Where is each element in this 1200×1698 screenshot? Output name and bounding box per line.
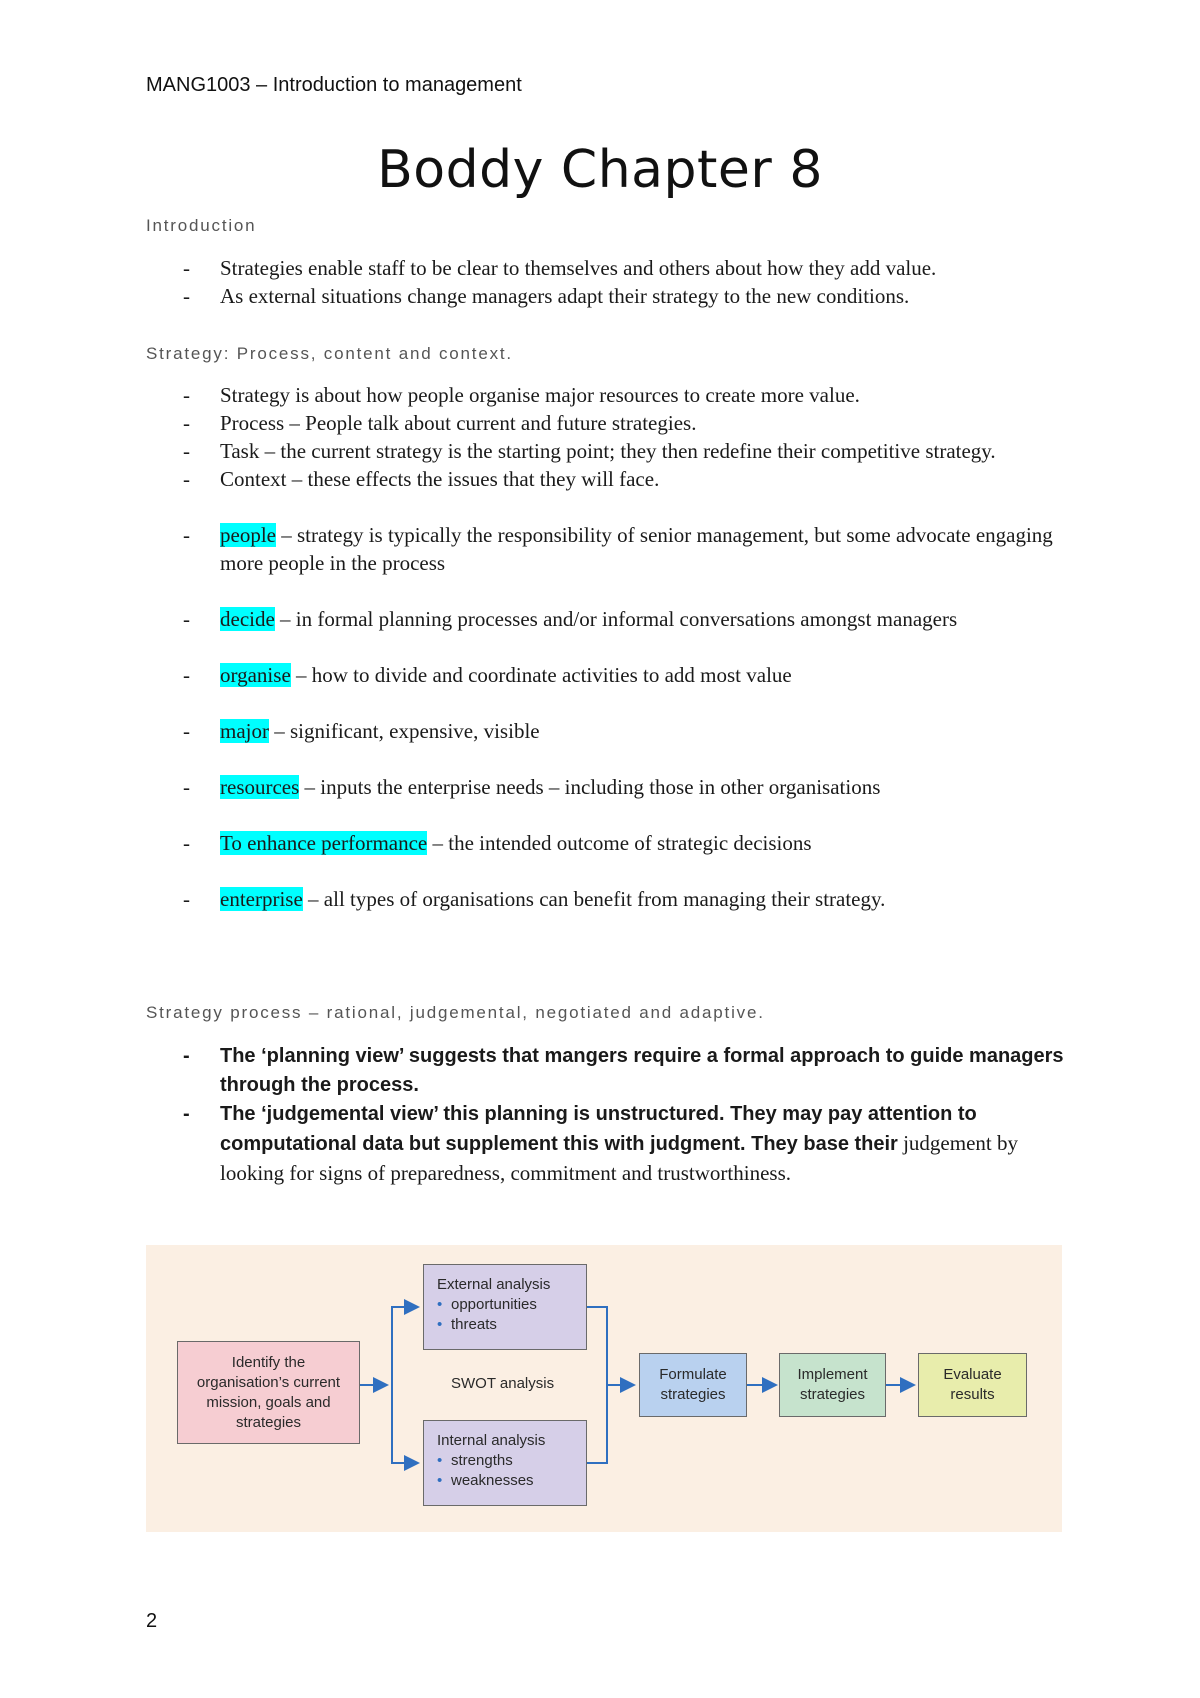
list-item: - Strategy is about how people organise major resources to create more value. [183,383,860,407]
connector [587,1307,607,1463]
arrow [392,1385,418,1463]
list-item: - As external situations change managers adapt their strategy to the new conditions. [183,284,910,308]
introduction-list [146,254,1066,310]
arrow [392,1307,418,1385]
highlighted-term: major [220,719,269,743]
strategy-process-list [146,1042,1066,1189]
list-item: - Process – People talk about current and future strategies. [183,411,697,435]
list-item: • threats [437,1316,497,1333]
external-analysis-title: External analysis [437,1276,551,1293]
highlighted-term: enterprise [220,887,303,911]
term-item: - enterprise – all types of organisations can benefit from managing their strategy. [183,887,886,911]
formulate-strategies-box: Formulate strategies [639,1353,747,1417]
list-item: • opportunities [437,1296,537,1313]
list-item: • weaknesses [437,1472,534,1489]
list-item: - The ‘judgemental view’ this planning is unstructured. They may pay attention to computational data but supplement this with judgment. They base their judgement by looking for signs of preparedness, commitment and trustworthiness. [183,1103,1018,1185]
highlighted-term: resources [220,775,300,799]
document-title: Boddy Chapter 8 [377,140,823,200]
highlighted-term: organise [220,663,291,687]
term-item: - major – significant, expensive, visible [183,719,540,743]
running-header: MANG1003 – Introduction to management [146,74,522,96]
internal-analysis-box [423,1420,587,1506]
strategy-list [146,381,1066,913]
page-number: 2 [146,1610,158,1632]
internal-analysis-title: Internal analysis [437,1432,546,1449]
term-item: - resources – inputs the enterprise needs – including those in other organisations [183,775,881,799]
section-heading-introduction: Introduction [146,216,257,235]
section-heading-strategy: Strategy: Process, content and context. [146,344,513,363]
section-heading-strategy-process: Strategy process – rational, judgemental, negotiated and adaptive. [146,1003,765,1022]
highlighted-term: people [220,523,276,547]
list-item: - The ‘planning view’ suggests that mangers require a formal approach to guide managers through the process. [183,1045,1064,1096]
swot-process-diagram [146,1245,1062,1532]
list-item: - Context – these effects the issues that they will face. [183,467,660,491]
term-item: - To enhance performance – the intended outcome of strategic decisions [183,831,812,855]
list-item: - Strategies enable staff to be clear to themselves and others about how they add value. [183,256,937,280]
swot-analysis-label: SWOT analysis [451,1375,555,1392]
external-analysis-box [423,1264,587,1350]
evaluate-results-box: Evaluate results [918,1353,1027,1417]
highlighted-term: decide [220,607,275,631]
term-item: - people – strategy is typically the responsibility of senior management, but some advocate engaging more people in the process [183,523,1053,575]
implement-strategies-box: Implement strategies [779,1353,886,1417]
list-item: - Task – the current strategy is the starting point; they then redefine their competitive strategy. [183,439,996,463]
list-item: • strengths [437,1452,513,1469]
highlighted-term: To enhance performance [220,831,428,855]
term-item: - organise – how to divide and coordinate activities to add most value [183,663,792,687]
term-item: - decide – in formal planning processes and/or informal conversations amongst managers [183,607,958,631]
identify-mission-box: Identify the organisation’s current mission, goals and strategies [177,1341,360,1444]
